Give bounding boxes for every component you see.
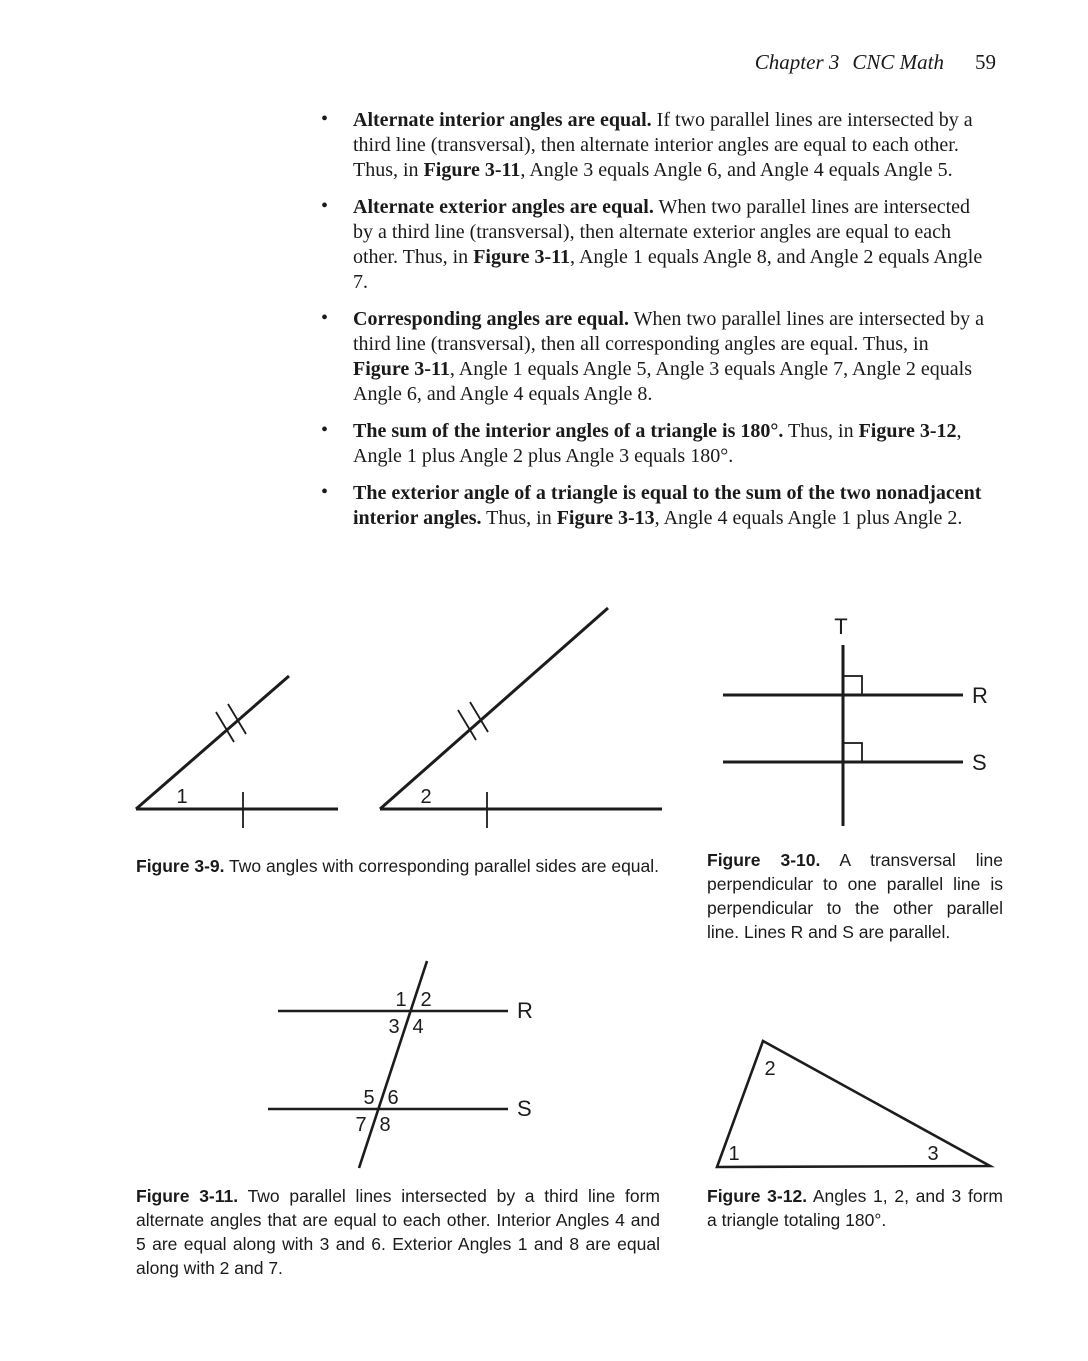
line-s-label: S xyxy=(517,1096,532,1121)
triangle-angle-2-label: 2 xyxy=(764,1058,776,1080)
caption-text: A transversal line perpendicular to one parallel line is perpendicular to the other parallel line. Lines R and S are parallel. xyxy=(707,850,1003,942)
angle-6-label: 6 xyxy=(387,1087,399,1109)
figure-3-11-diagram xyxy=(268,961,533,1168)
transversal-line xyxy=(359,961,427,1168)
angle2-slanted-side xyxy=(380,608,608,809)
bullet-body: Thus, in xyxy=(783,420,859,442)
angle-4-label: 4 xyxy=(412,1016,424,1038)
line-r-label: R xyxy=(517,998,533,1023)
bullet-body: When two parallel lines are intersected by a third line (transversal), then all corresponding angles are equal. Thus, in xyxy=(353,308,985,355)
bullet-body: Thus, in xyxy=(481,507,557,529)
angle-7-label: 7 xyxy=(355,1114,367,1136)
caption-label: Figure 3-12. xyxy=(707,1186,808,1206)
line-r-label: R xyxy=(972,683,988,708)
bullet-body: If two parallel lines are intersected by a third line (transversal), then alternate interior angles are equal to each other. Thus, in xyxy=(353,109,973,181)
figure-reference: Figure 3-11 xyxy=(423,159,521,181)
bullet-body: , Angle 3 equals Angle 6, and Angle 4 equals Angle 5. xyxy=(520,159,953,181)
caption-text: Two angles with corresponding parallel sides are equal. xyxy=(229,856,660,876)
bullet-marker: • xyxy=(321,481,329,503)
bullet-lead: Alternate interior angles are equal. xyxy=(353,109,652,131)
figure-3-11-caption xyxy=(136,1184,660,1280)
angle1-double-tick xyxy=(228,704,246,734)
triangle-outline xyxy=(717,1041,990,1167)
caption-text: Angles 1, 2, and 3 form a triangle totaling 180°. xyxy=(707,1186,1003,1230)
bullet-body: , Angle 1 equals Angle 8, and Angle 2 equals Angle 7. xyxy=(353,246,983,293)
figure-reference: Figure 3-11 xyxy=(353,358,450,380)
angle-1-label: 1 xyxy=(395,989,407,1011)
right-angle-marker xyxy=(843,743,862,762)
angle1-label: 1 xyxy=(176,786,188,808)
bullet-marker: • xyxy=(321,307,329,329)
caption-label: Figure 3-11. xyxy=(136,1186,239,1206)
line-s-label: S xyxy=(972,750,987,775)
angle2-label: 2 xyxy=(420,786,432,808)
figure-3-9-diagram xyxy=(136,608,662,828)
bullet-body: , Angle 1 equals Angle 5, Angle 3 equals Angle 7, Angle 2 equals Angle 6, and Angle 4 equals Angle 8. xyxy=(353,358,973,405)
bullet-marker: • xyxy=(321,419,329,441)
figure-3-10-diagram xyxy=(723,614,988,826)
figure-3-10-caption xyxy=(707,848,1003,944)
figure-3-12-diagram xyxy=(717,1041,990,1167)
caption-label: Figure 3-10. xyxy=(707,850,821,870)
figure-3-9-caption xyxy=(136,854,660,878)
book-title: CNC Math xyxy=(852,50,944,74)
caption-text: Two parallel lines intersected by a third line form alternate angles that are equal to each other. Interior Angles 4 and 5 are equal along with 3 and 6. Exterior Angles 1 and 8 are equal along with 2 and 7. xyxy=(136,1186,661,1278)
triangle-angle-3-label: 3 xyxy=(927,1143,939,1165)
bullet-lead: The exterior angle of a triangle is equal to the sum of the two nonadjacent interior angles. xyxy=(353,482,982,529)
figure-reference: Figure 3-12 xyxy=(858,420,957,442)
bullet-body: When two parallel lines are intersected by a third line (transversal), then alternate exterior angles are equal to each other. Thus, in xyxy=(353,196,971,268)
bullet-marker: • xyxy=(321,108,329,130)
angle-3-label: 3 xyxy=(388,1016,400,1038)
bullet-lead: Alternate exterior angles are equal. xyxy=(353,196,654,218)
angle1-slanted-side xyxy=(136,676,289,809)
line-t-label: T xyxy=(834,614,848,639)
bullet-body: , Angle 4 equals Angle 1 plus Angle 2. xyxy=(654,507,963,529)
figure-reference: Figure 3-13 xyxy=(556,507,655,529)
figure-reference: Figure 3-11 xyxy=(473,246,571,268)
bullet-lead: The sum of the interior angles of a triangle is 180°. xyxy=(353,420,784,442)
bullet-marker: • xyxy=(321,195,329,217)
angle-5-label: 5 xyxy=(363,1087,375,1109)
triangle-angle-1-label: 1 xyxy=(728,1143,740,1165)
bullet-body: , Angle 1 plus Angle 2 plus Angle 3 equals 180°. xyxy=(353,420,962,467)
figure-3-12-caption xyxy=(707,1184,1003,1232)
bullet-lead: Corresponding angles are equal. xyxy=(353,308,629,330)
caption-label: Figure 3-9. xyxy=(136,856,225,876)
angle-2-label: 2 xyxy=(420,989,432,1011)
angle-8-label: 8 xyxy=(379,1114,391,1136)
chapter-label: Chapter 3 xyxy=(754,50,840,74)
right-angle-marker xyxy=(843,676,862,695)
page-number: 59 xyxy=(975,50,996,74)
